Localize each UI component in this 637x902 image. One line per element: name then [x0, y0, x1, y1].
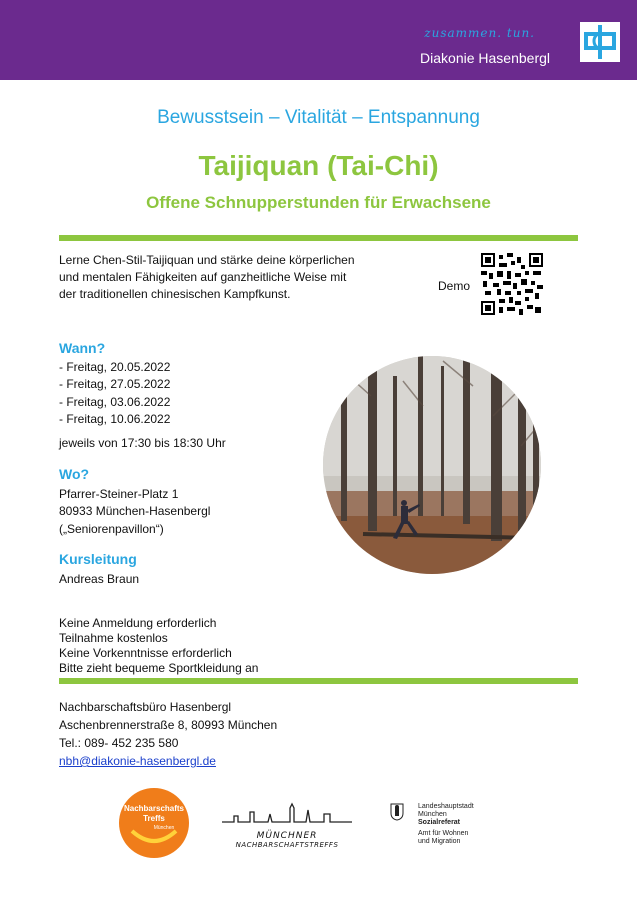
date-item: - Freitag, 03.06.2022: [59, 395, 171, 409]
treffs-city: München: [153, 825, 175, 831]
date-item: - Freitag, 27.05.2022: [59, 377, 171, 391]
kursleitung-heading: Kursleitung: [59, 551, 137, 567]
instructor-name: Andreas Braun: [59, 572, 140, 586]
wo-heading: Wo?: [59, 466, 90, 482]
office-address: Aschenbrennerstraße 8, 80993 München: [59, 718, 278, 732]
note-item: Keine Vorkenntnisse erforderlich: [59, 646, 232, 660]
address-line: („Seniorenpavillon“): [59, 522, 164, 536]
date-item: - Freitag, 10.06.2022: [59, 412, 171, 426]
address-line: Pfarrer-Steiner-Platz 1: [59, 487, 179, 501]
tagline: zusammen. tun.: [424, 26, 535, 40]
page-subtitle: Offene Schnupperstunden für Erwachsene: [146, 193, 491, 212]
office-phone: Tel.: 089- 452 235 580: [59, 736, 179, 750]
forest-photo: [323, 356, 541, 574]
office-name: Nachbarschaftsbüro Hasenbergl: [59, 700, 232, 714]
intro-line: Lerne Chen-Stil-Taijiquan und stärke deine körperlichen: [59, 253, 355, 267]
city-line: München: [418, 811, 447, 818]
nachbarschaftstreffs-logo: [118, 787, 190, 859]
divider-top: [59, 235, 578, 241]
divider-bottom: [59, 678, 578, 684]
intro-line: und mentalen Fähigkeiten auf ganzheitliche Weise mit: [59, 270, 347, 284]
note-item: Bitte zieht bequeme Sportkleidung an: [59, 661, 259, 675]
city-line: Amt für Wohnen: [418, 830, 469, 837]
treffs-text-1: Nachbarschafts: [123, 804, 185, 813]
motto-line: Bewusstsein – Vitalität – Entspannung: [157, 107, 480, 128]
treffs-text-2: Treffs: [143, 814, 165, 823]
city-line: Sozialreferat: [418, 819, 461, 826]
time-text: jeweils von 17:30 bis 18:30 Uhr: [59, 436, 226, 450]
intro-text: [59, 252, 389, 303]
org-name: Diakonie Hasenbergl: [420, 50, 550, 66]
skyline-text-1: MÜNCHNER: [256, 831, 318, 841]
note-item: Keine Anmeldung erforderlich: [59, 616, 217, 630]
city-department-logo: [418, 803, 474, 846]
city-line: Landeshauptstadt: [418, 803, 474, 810]
skyline-text-2: NACHBARSCHAFTSTREFFS: [235, 841, 339, 849]
header-banner: [0, 0, 637, 80]
date-item: - Freitag, 20.05.2022: [59, 360, 171, 374]
munich-coat-of-arms-icon: [390, 803, 404, 821]
page-title: Taijiquan (Tai-Chi): [198, 150, 439, 181]
demo-label: Demo: [438, 279, 471, 293]
muenchner-nachbarschaftstreffs-logo: [220, 800, 354, 858]
intro-line: der traditionellen chinesischen Kampfkunst.: [59, 287, 291, 301]
address-line: 80933 München-Hasenbergl: [59, 504, 211, 518]
city-line: und Migration: [418, 838, 461, 845]
qr-code-icon[interactable]: [481, 253, 543, 315]
diakonie-logo-icon: [580, 22, 620, 62]
note-item: Teilnahme kostenlos: [59, 631, 168, 645]
email-link[interactable]: nbh@diakonie-hasenbergl.de: [59, 754, 216, 768]
wann-heading: Wann?: [59, 340, 106, 356]
